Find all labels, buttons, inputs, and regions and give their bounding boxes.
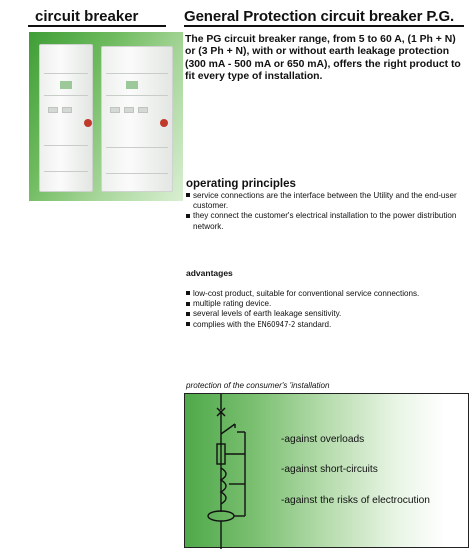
short-circuit-label: -against short-circuits <box>281 464 378 475</box>
product-photo <box>29 32 183 201</box>
overload-label: -against overloads <box>281 434 365 445</box>
page-header <box>184 8 464 27</box>
operating-principles-heading: operating principles <box>186 178 296 190</box>
intro-paragraph: The PG circuit breaker range, from 5 to 60 A, (1 Ph + N) or (3 Ph + N), with or without earth leakage protection (300 mA - 500 mA or 650 mA), offers the right product to fit every type of installation. <box>185 34 461 82</box>
diagram-caption: protection of the consumer's 'installation <box>186 381 330 390</box>
list-item: several levels of earth leakage sensitivity. <box>186 309 470 319</box>
list-item-text: complies with the <box>193 319 258 329</box>
list-item: multiple rating device. <box>186 299 470 309</box>
list-item: service connections are the interface between the Utility and the end-user customer. <box>186 191 470 211</box>
electrocution-label: -against the risks of electrocution <box>281 495 430 506</box>
list-item: low-cost product, suitable for conventional service connections. <box>186 289 470 299</box>
list-item <box>186 320 470 330</box>
section-header <box>28 8 166 27</box>
test-button-icon <box>84 119 92 127</box>
section-title: circuit breaker <box>35 8 139 25</box>
standard-reference: EN60947-2 <box>257 319 296 329</box>
advantages-heading: advantages <box>186 268 233 278</box>
circuit-breaker-unit-left <box>39 44 93 192</box>
list-item-text: standard. <box>295 319 332 329</box>
advantages-list <box>186 289 470 330</box>
protection-diagram <box>184 393 469 548</box>
circuit-breaker-unit-right <box>101 46 173 192</box>
operating-principles-list <box>186 191 470 232</box>
page-title: General Protection circuit breaker P.G. <box>184 8 455 25</box>
test-button-icon <box>160 119 168 127</box>
list-item: they connect the customer's electrical installation to the power distribution network. <box>186 211 470 231</box>
